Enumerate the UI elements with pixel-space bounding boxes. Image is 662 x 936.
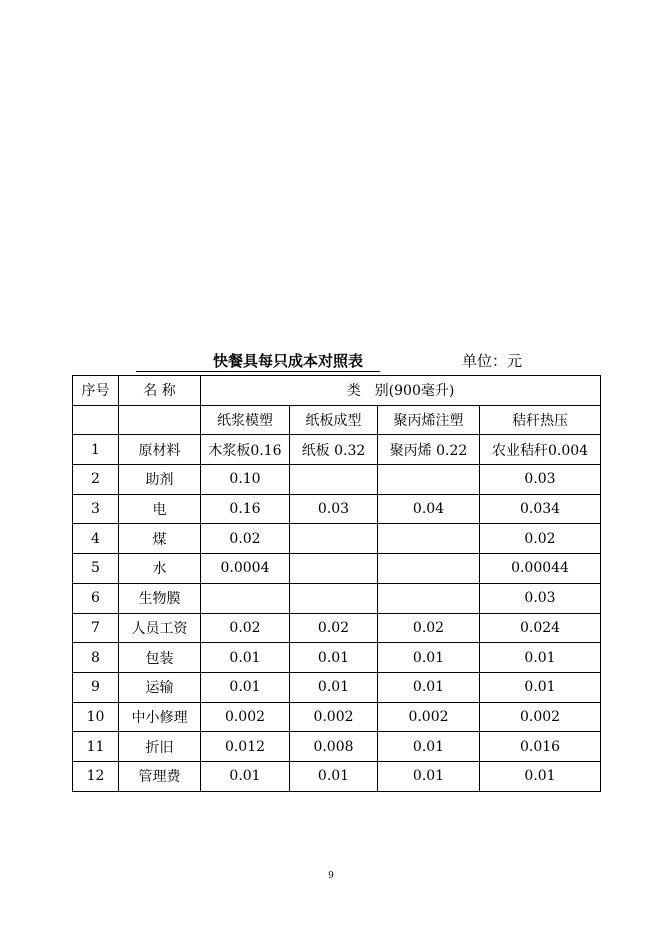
row-value: 0.002 [201, 702, 290, 732]
method-paperboard-forming: 纸板成型 [290, 405, 378, 435]
row-value [378, 554, 480, 584]
row-value [378, 583, 480, 613]
page-number: 9 [328, 871, 334, 881]
row-name: 水 [119, 554, 201, 584]
row-value: 0.01 [378, 643, 480, 673]
row-value [378, 524, 480, 554]
row-value: 0.10 [201, 465, 290, 495]
row-value: 0.16 [201, 494, 290, 524]
row-value: 0.002 [378, 702, 480, 732]
row-value: 0.01 [480, 672, 601, 702]
table-row [73, 672, 601, 702]
row-value: 0.03 [480, 583, 601, 613]
row-name: 管理费 [119, 761, 201, 791]
row-seq: 5 [73, 554, 119, 584]
row-name: 煤 [119, 524, 201, 554]
row-seq: 2 [73, 465, 119, 495]
table-row [73, 643, 601, 673]
row-value: 0.016 [480, 732, 601, 762]
row-value: 0.01 [290, 672, 378, 702]
row-value: 0.01 [290, 643, 378, 673]
row-seq: 12 [73, 761, 119, 791]
row-value: 0.01 [480, 761, 601, 791]
method-pulp-molding: 纸浆模塑 [201, 405, 290, 435]
row-seq: 9 [73, 672, 119, 702]
unit-label: 单位：元 [462, 352, 523, 370]
header-category: 类 别(900毫升) [201, 376, 601, 406]
row-value: 0.01 [378, 761, 480, 791]
row-value: 0.01 [480, 643, 601, 673]
row-value [290, 465, 378, 495]
row-value: 0.02 [201, 524, 290, 554]
row-name: 运输 [119, 672, 201, 702]
method-pp-injection: 聚丙烯注塑 [378, 405, 480, 435]
row-seq: 1 [73, 435, 119, 465]
header-row [73, 376, 601, 406]
row-value [290, 583, 378, 613]
row-value: 纸板 0.32 [290, 435, 378, 465]
row-value: 0.02 [378, 613, 480, 643]
table-row [73, 524, 601, 554]
cost-table [72, 375, 601, 792]
table-row [73, 583, 601, 613]
row-value: 0.02 [290, 613, 378, 643]
row-name: 原材料 [119, 435, 201, 465]
table-row [73, 554, 601, 584]
row-name: 包装 [119, 643, 201, 673]
row-seq: 6 [73, 583, 119, 613]
row-seq: 8 [73, 643, 119, 673]
row-value [290, 524, 378, 554]
row-seq: 4 [73, 524, 119, 554]
row-value: 0.03 [480, 465, 601, 495]
row-value: 0.01 [290, 761, 378, 791]
table-title: 快餐具每只成本对照表 [213, 352, 364, 370]
row-value: 聚丙烯 0.22 [378, 435, 480, 465]
header-seq: 序号 [73, 376, 119, 406]
table-row [73, 732, 601, 762]
row-seq: 3 [73, 494, 119, 524]
row-value: 0.01 [201, 643, 290, 673]
method-row-blank-seq [73, 405, 119, 435]
row-value: 农业秸秆0.004 [480, 435, 601, 465]
row-value: 0.01 [378, 672, 480, 702]
row-value: 0.00044 [480, 554, 601, 584]
row-value: 0.01 [201, 761, 290, 791]
row-name: 助剂 [119, 465, 201, 495]
row-name: 人员工资 [119, 613, 201, 643]
row-name: 中小修理 [119, 702, 201, 732]
row-value: 0.02 [201, 613, 290, 643]
row-name: 电 [119, 494, 201, 524]
row-value: 0.002 [480, 702, 601, 732]
row-value: 木浆板0.16 [201, 435, 290, 465]
table-row [73, 435, 601, 465]
row-value [378, 465, 480, 495]
row-value: 0.002 [290, 702, 378, 732]
method-row [73, 405, 601, 435]
method-straw-hot-press: 秸秆热压 [480, 405, 601, 435]
title-row [136, 352, 556, 374]
table-row [73, 761, 601, 791]
row-value: 0.02 [480, 524, 601, 554]
table-row [73, 613, 601, 643]
row-value: 0.024 [480, 613, 601, 643]
row-value: 0.01 [378, 732, 480, 762]
header-name: 名 称 [119, 376, 201, 406]
row-value: 0.03 [290, 494, 378, 524]
row-seq: 11 [73, 732, 119, 762]
row-value: 0.034 [480, 494, 601, 524]
row-value: 0.0004 [201, 554, 290, 584]
row-value: 0.04 [378, 494, 480, 524]
table-row [73, 494, 601, 524]
row-value: 0.008 [290, 732, 378, 762]
row-name: 生物膜 [119, 583, 201, 613]
row-value [290, 554, 378, 584]
row-seq: 10 [73, 702, 119, 732]
cost-table-body [73, 376, 601, 792]
row-value [201, 583, 290, 613]
row-name: 折旧 [119, 732, 201, 762]
row-seq: 7 [73, 613, 119, 643]
table-row [73, 702, 601, 732]
row-value: 0.01 [201, 672, 290, 702]
table-row [73, 465, 601, 495]
method-row-blank-name [119, 405, 201, 435]
row-value: 0.012 [201, 732, 290, 762]
